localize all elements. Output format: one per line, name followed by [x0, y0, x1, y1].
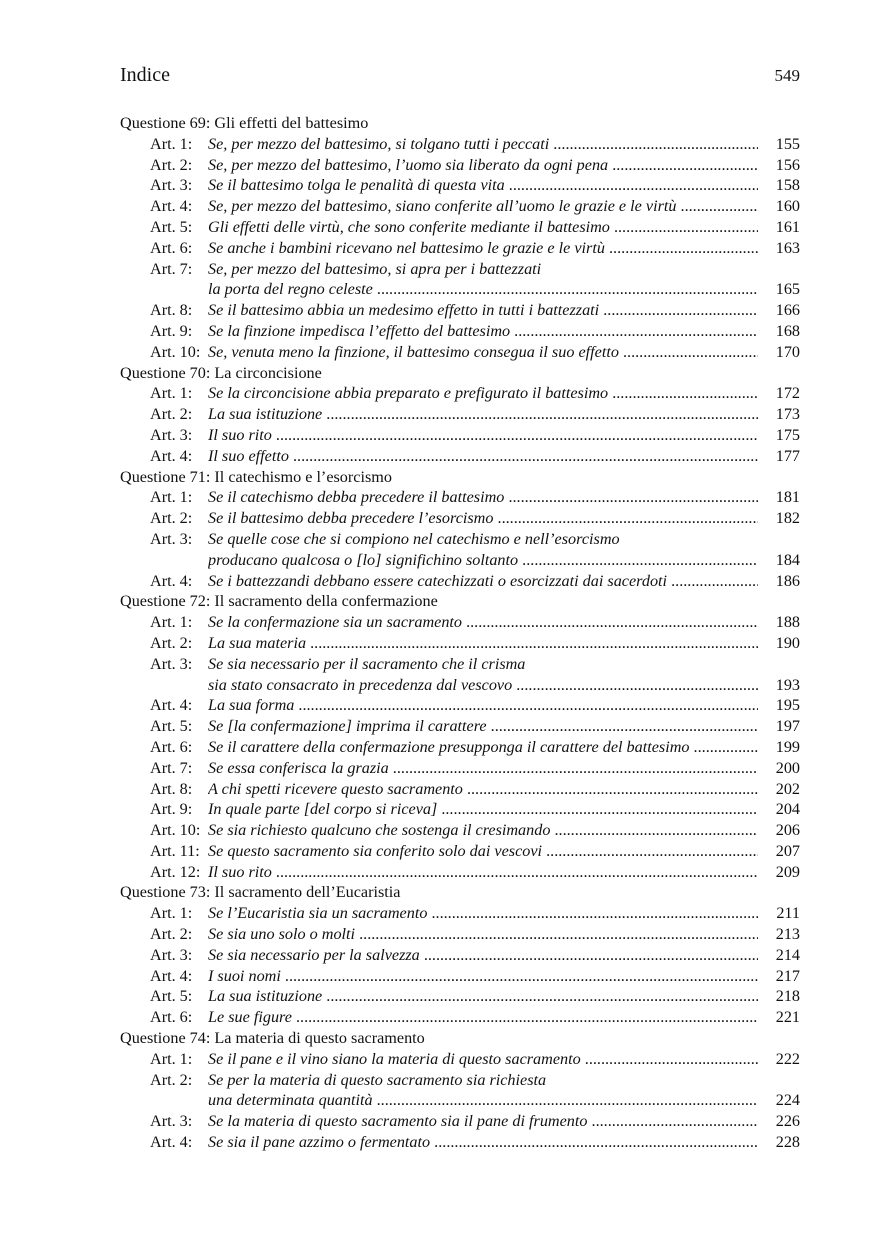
toc-entry-line [120, 1070, 800, 1091]
page-number: 549 [774, 66, 800, 85]
article-title: Il suo effetto ..... [208, 446, 758, 467]
article-label: Art. 2: [150, 509, 193, 528]
article-label: Art. 3: [150, 425, 193, 444]
article-title: Se quelle cose che si compiono nel catechismo e nell’esorcismo [208, 529, 620, 548]
article-label: Art. 4: [150, 571, 193, 590]
article-page-number: 206 [775, 821, 800, 840]
article-page-number: 170 [775, 342, 800, 361]
question-heading: Questione 72: Il sacramento della confermazione [120, 592, 438, 611]
article-label: Art. 6: [150, 737, 193, 756]
page-title: Indice [120, 64, 170, 86]
toc-entry-line [120, 529, 800, 550]
article-title: In quale parte [del corpo si riceva] ..... [208, 799, 758, 820]
article-page-number: 197 [775, 717, 800, 736]
article-label: Art. 10: [150, 821, 201, 840]
article-title: Se l’Eucaristia sia un sacramento ..... [208, 903, 758, 924]
toc-entry-line [120, 924, 800, 945]
toc-entry-line [120, 196, 800, 217]
article-page-number: 221 [775, 1008, 800, 1027]
toc-entry-line [120, 404, 800, 425]
article-label: Art. 7: [150, 259, 193, 278]
article-title: Se sia necessario per la salvezza ..... [208, 945, 758, 966]
article-page-number: 173 [775, 405, 800, 424]
article-title: Gli effetti delle virtù, che sono conferite mediante il battesimo ..... [208, 217, 758, 238]
toc-entry-line [120, 654, 800, 675]
article-page-number: 161 [775, 217, 800, 236]
article-page-number: 195 [775, 696, 800, 715]
article-title: Il suo rito ..... [208, 862, 758, 883]
toc-entry-line [120, 321, 800, 342]
article-page-number: 193 [775, 675, 800, 694]
article-title: La sua materia ..... [208, 633, 758, 654]
toc-entry-line [120, 633, 800, 654]
article-page-number: 182 [775, 509, 800, 528]
article-page-number: 209 [775, 862, 800, 881]
article-page-number: 214 [775, 945, 800, 964]
toc-entry-line [120, 279, 800, 300]
article-title: Se [la confermazione] imprima il carattere ..... [208, 716, 758, 737]
article-title: Se il battesimo tolga le penalità di questa vita ..... [208, 175, 758, 196]
toc-entry-line [120, 508, 800, 529]
article-title: Se, venuta meno la finzione, il battesimo consegua il suo effetto ..... [208, 342, 758, 363]
article-page-number: 226 [775, 1112, 800, 1131]
toc-entry-line [120, 758, 800, 779]
toc-entry-line [120, 259, 800, 280]
article-label: Art. 9: [150, 321, 193, 340]
toc-entry-line [120, 550, 800, 571]
article-title: Se, per mezzo del battesimo, si tolgano tutti i peccati ..... [208, 134, 758, 155]
article-page-number: 168 [775, 321, 800, 340]
question-heading: Questione 73: Il sacramento dell’Eucaristia [120, 883, 401, 902]
article-label: Art. 6: [150, 1008, 193, 1027]
article-title: A chi spetti ricevere questo sacramento ..... [208, 779, 758, 800]
article-title: La sua istituzione ..... [208, 404, 758, 425]
toc-entry-line [120, 737, 800, 758]
toc-entry-line [120, 862, 800, 883]
article-title: Se la finzione impedisca l’effetto del battesimo ..... [208, 321, 758, 342]
article-page-number: 199 [775, 737, 800, 756]
toc-entry-line [120, 966, 800, 987]
toc-entry-line [120, 383, 800, 404]
article-page-number: 211 [776, 904, 800, 923]
article-title: Se per la materia di questo sacramento sia richiesta [208, 1070, 547, 1089]
article-label: Art. 3: [150, 654, 193, 673]
article-page-number: 217 [775, 966, 800, 985]
article-label: Art. 5: [150, 717, 193, 736]
article-page-number: 158 [775, 176, 800, 195]
article-page-number: 181 [775, 488, 800, 507]
toc-entry-line [120, 425, 800, 446]
article-label: Art. 5: [150, 987, 193, 1006]
article-title: Se, per mezzo del battesimo, si apra per i battezzati [208, 259, 542, 278]
article-label: Art. 2: [150, 925, 193, 944]
article-label: Art. 1: [150, 613, 193, 632]
article-title: una determinata quantità ..... [208, 1090, 758, 1111]
article-label: Art. 2: [150, 405, 193, 424]
article-page-number: 177 [775, 446, 800, 465]
article-label: Art. 8: [150, 301, 193, 320]
article-label: Art. 3: [150, 1112, 193, 1131]
article-label: Art. 3: [150, 945, 193, 964]
toc-entry-line [120, 155, 800, 176]
article-title: Se sia richiesto qualcuno che sostenga il cresimando ..... [208, 820, 758, 841]
article-label: Art. 9: [150, 800, 193, 819]
article-page-number: 172 [775, 384, 800, 403]
article-title: La sua istituzione ..... [208, 986, 758, 1007]
article-title: Se la circoncisione abbia preparato e prefigurato il battesimo ..... [208, 383, 758, 404]
article-title: Se il carattere della confermazione presupponga il carattere del battesimo ..... [208, 737, 758, 758]
toc-entry-line [120, 134, 800, 155]
article-page-number: 224 [775, 1091, 800, 1110]
article-title: Se i battezzandi debbano essere catechizzati o esorcizzati dai sacerdoti ..... [208, 571, 758, 592]
article-label: Art. 2: [150, 155, 193, 174]
article-label: Art. 2: [150, 633, 193, 652]
article-label: Art. 3: [150, 529, 193, 548]
article-title: Se sia necessario per il sacramento che il crisma [208, 654, 526, 673]
article-page-number: 222 [775, 1049, 800, 1068]
article-label: Art. 8: [150, 779, 193, 798]
toc-entry-line [120, 799, 800, 820]
article-page-number: 190 [775, 633, 800, 652]
article-page-number: 155 [775, 134, 800, 153]
article-label: Art. 4: [150, 966, 193, 985]
article-page-number: 200 [775, 758, 800, 777]
question-heading: Questione 71: Il catechismo e l’esorcismo [120, 467, 392, 486]
toc-entry-line [120, 1007, 800, 1028]
toc-entry-line [120, 986, 800, 1007]
article-label: Art. 4: [150, 197, 193, 216]
article-label: Art. 3: [150, 176, 193, 195]
article-title: producano qualcosa o [lo] significhino soltanto ..... [208, 550, 758, 571]
article-label: Art. 4: [150, 696, 193, 715]
question-heading: Questione 74: La materia di questo sacramento [120, 1029, 425, 1048]
article-label: Art. 1: [150, 384, 193, 403]
running-head [120, 64, 800, 92]
article-title: sia stato consacrato in precedenza dal vescovo ..... [208, 675, 758, 696]
toc-entry-line [120, 903, 800, 924]
article-page-number: 175 [775, 425, 800, 444]
article-page-number: 165 [775, 280, 800, 299]
toc-entry-line [120, 1090, 800, 1111]
toc-entry-line [120, 716, 800, 737]
toc-entry-line [120, 300, 800, 321]
article-title: Se sia uno solo o molti ..... [208, 924, 758, 945]
article-title: La sua forma ..... [208, 695, 758, 716]
article-label: Art. 6: [150, 238, 193, 257]
toc-entry-line [120, 675, 800, 696]
toc-entry-line [120, 571, 800, 592]
toc-entry-line [120, 175, 800, 196]
table-of-contents [120, 113, 800, 1153]
article-label: Art. 1: [150, 134, 193, 153]
toc-entry-line [120, 612, 800, 633]
toc-entry-line [120, 695, 800, 716]
toc-entry-line [120, 1111, 800, 1132]
article-label: Art. 5: [150, 217, 193, 236]
toc-entry-line [120, 446, 800, 467]
toc-entry-line [120, 1132, 800, 1153]
toc-entry-line [120, 779, 800, 800]
article-label: Art. 1: [150, 1049, 193, 1068]
article-page-number: 207 [775, 841, 800, 860]
article-label: Art. 4: [150, 446, 193, 465]
article-page-number: 228 [775, 1133, 800, 1152]
article-label: Art. 11: [150, 841, 200, 860]
article-label: Art. 4: [150, 1133, 193, 1152]
article-title: Se la confermazione sia un sacramento ..... [208, 612, 758, 633]
article-title: Se questo sacramento sia conferito solo dai vescovi ..... [208, 841, 758, 862]
toc-entry-line [120, 487, 800, 508]
toc-entry-line [120, 217, 800, 238]
article-page-number: 204 [775, 800, 800, 819]
article-label: Art. 1: [150, 904, 193, 923]
article-title: Se, per mezzo del battesimo, siano conferite all’uomo le grazie e le virtù ..... [208, 196, 758, 217]
article-label: Art. 12: [150, 862, 201, 881]
question-heading: Questione 69: Gli effetti del battesimo [120, 114, 369, 132]
article-page-number: 218 [775, 987, 800, 1006]
toc-entry-line [120, 1049, 800, 1070]
article-label: Art. 10: [150, 342, 201, 361]
article-title: Se anche i bambini ricevano nel battesimo le grazie e le virtù ..... [208, 238, 758, 259]
article-page-number: 186 [775, 571, 800, 590]
article-title: Se sia il pane azzimo o fermentato ..... [208, 1132, 758, 1153]
article-title: Il suo rito ..... [208, 425, 758, 446]
article-label: Art. 1: [150, 488, 193, 507]
article-title: la porta del regno celeste ..... [208, 279, 758, 300]
article-title: Se il catechismo debba precedere il battesimo ..... [208, 487, 758, 508]
article-page-number: 213 [775, 925, 800, 944]
article-title: Se essa conferisca la grazia ..... [208, 758, 758, 779]
article-title: Se il battesimo abbia un medesimo effetto in tutti i battezzati ..... [208, 300, 758, 321]
toc-entry-line [120, 342, 800, 363]
article-label: Art. 7: [150, 758, 193, 777]
article-page-number: 188 [775, 613, 800, 632]
article-page-number: 166 [775, 301, 800, 320]
article-title: Le sue figure ..... [208, 1007, 758, 1028]
article-title: Se il pane e il vino siano la materia di questo sacramento ..... [208, 1049, 758, 1070]
article-page-number: 160 [775, 197, 800, 216]
article-title: I suoi nomi ..... [208, 966, 758, 987]
toc-entry-line [120, 841, 800, 862]
article-page-number: 202 [775, 779, 800, 798]
question-heading: Questione 70: La circoncisione [120, 363, 322, 382]
toc-entry-line [120, 945, 800, 966]
article-label: Art. 2: [150, 1070, 193, 1089]
article-page-number: 184 [775, 550, 800, 569]
article-title: Se, per mezzo del battesimo, l’uomo sia liberato da ogni pena ..... [208, 155, 758, 176]
article-title: Se il battesimo debba precedere l’esorcismo ..... [208, 508, 758, 529]
toc-entry-line [120, 820, 800, 841]
toc-entry-line [120, 238, 800, 259]
article-page-number: 156 [775, 155, 800, 174]
article-title: Se la materia di questo sacramento sia il pane di frumento ..... [208, 1111, 758, 1132]
article-page-number: 163 [775, 238, 800, 257]
